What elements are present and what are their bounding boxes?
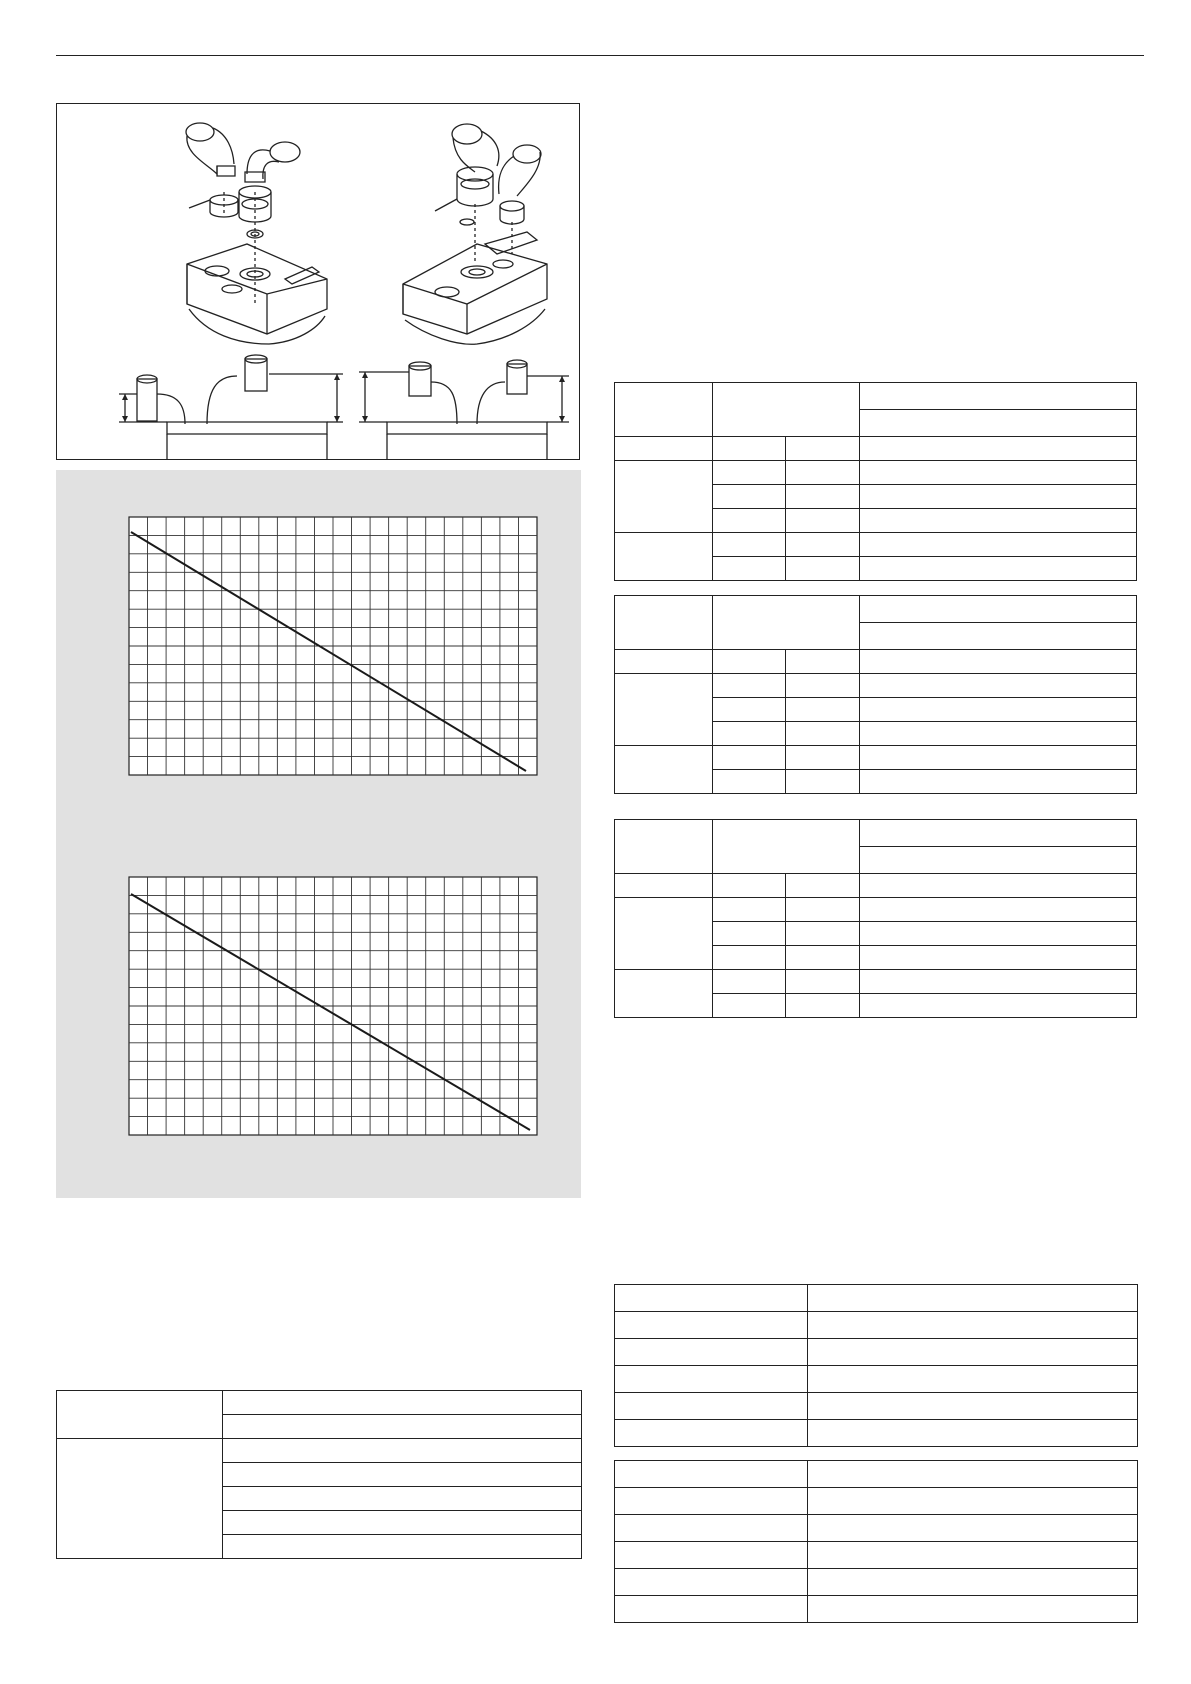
table-cell	[786, 898, 860, 922]
table-cell	[860, 874, 1137, 898]
table-cell	[860, 596, 1137, 623]
table-cell	[860, 922, 1137, 946]
right-table-3	[614, 819, 1137, 1018]
graph-2	[128, 876, 538, 1136]
table-cell	[615, 970, 713, 1018]
table-row	[615, 1312, 1138, 1339]
table-cell	[860, 383, 1137, 410]
table-row	[615, 1515, 1138, 1542]
table-cell	[786, 874, 860, 898]
right-table-2	[614, 595, 1137, 794]
table-cell	[713, 698, 786, 722]
table-cell	[786, 946, 860, 970]
table-cell	[615, 1488, 808, 1515]
left-elbow-2	[245, 142, 300, 182]
table-cell	[223, 1439, 582, 1463]
table-cell	[713, 922, 786, 946]
table-cell	[615, 461, 713, 533]
table-cell	[860, 770, 1137, 794]
table-cell	[860, 970, 1137, 994]
table-cell	[808, 1461, 1138, 1488]
table-cell	[808, 1393, 1138, 1420]
table-cell	[615, 1393, 808, 1420]
table-row	[615, 674, 1137, 698]
table-cell	[223, 1535, 582, 1559]
table-cell	[786, 698, 860, 722]
table-cell	[860, 650, 1137, 674]
table-cell	[786, 485, 860, 509]
table-cell	[615, 1312, 808, 1339]
table-cell	[713, 383, 860, 437]
table-row	[615, 1542, 1138, 1569]
table-cell	[786, 533, 860, 557]
table-row	[615, 1596, 1138, 1623]
table-row	[615, 1461, 1138, 1488]
table-cell	[615, 437, 713, 461]
table-cell	[808, 1285, 1138, 1312]
table-row	[615, 383, 1137, 410]
table-cell	[860, 509, 1137, 533]
table-cell	[713, 970, 786, 994]
table-cell	[860, 533, 1137, 557]
table-cell	[615, 1542, 808, 1569]
table-row	[615, 820, 1137, 847]
table-cell	[786, 674, 860, 698]
table-cell	[786, 746, 860, 770]
table-cell	[615, 650, 713, 674]
table-cell	[615, 1339, 808, 1366]
graph-panel	[56, 470, 581, 1198]
table-cell	[615, 674, 713, 746]
table-cell	[860, 746, 1137, 770]
table-row	[615, 533, 1137, 557]
table-row	[615, 1420, 1138, 1447]
table-cell	[713, 485, 786, 509]
table-row	[615, 650, 1137, 674]
table-cell	[808, 1312, 1138, 1339]
table-cell	[786, 557, 860, 581]
table-cell	[808, 1569, 1138, 1596]
table-cell	[57, 1439, 223, 1559]
table-cell	[808, 1542, 1138, 1569]
table-cell	[808, 1339, 1138, 1366]
table-cell	[860, 898, 1137, 922]
table-cell	[860, 410, 1137, 437]
table-cell	[713, 746, 786, 770]
table-cell	[615, 1366, 808, 1393]
table-cell	[808, 1596, 1138, 1623]
table-cell	[786, 994, 860, 1018]
right-elbow-2	[499, 145, 541, 196]
table-cell	[713, 820, 860, 874]
table-row	[615, 874, 1137, 898]
left-table	[56, 1390, 582, 1559]
table-row	[615, 1488, 1138, 1515]
table-cell	[786, 922, 860, 946]
table-cell	[786, 650, 860, 674]
table-cell	[713, 596, 860, 650]
table-cell	[786, 722, 860, 746]
table-cell	[713, 557, 786, 581]
table-cell	[615, 1569, 808, 1596]
table-cell	[860, 946, 1137, 970]
right-elbow-1	[452, 124, 499, 172]
table-cell	[860, 698, 1137, 722]
table-cell	[713, 650, 786, 674]
table-row	[615, 596, 1137, 623]
table-cell	[615, 1461, 808, 1488]
table-cell	[713, 722, 786, 746]
table-cell	[860, 674, 1137, 698]
table-cell	[223, 1463, 582, 1487]
table-row	[615, 437, 1137, 461]
table-cell	[786, 461, 860, 485]
table-cell	[808, 1488, 1138, 1515]
table-cell	[713, 898, 786, 922]
table-row	[615, 1285, 1138, 1312]
table-row	[615, 1393, 1138, 1420]
table-row	[57, 1391, 582, 1415]
left-elbow-1	[186, 123, 235, 176]
right-table-1	[614, 382, 1137, 581]
table-cell	[615, 1596, 808, 1623]
table-cell	[615, 874, 713, 898]
right-table-4	[614, 1284, 1138, 1447]
table-cell	[615, 383, 713, 437]
graph-1	[128, 516, 538, 776]
table-cell	[615, 746, 713, 794]
table-cell	[615, 898, 713, 970]
table-cell	[860, 461, 1137, 485]
table-cell	[786, 770, 860, 794]
table-cell	[808, 1420, 1138, 1447]
table-row	[615, 746, 1137, 770]
table-row	[615, 970, 1137, 994]
table-cell	[713, 946, 786, 970]
table-cell	[615, 1420, 808, 1447]
table-cell	[808, 1366, 1138, 1393]
table-cell	[713, 674, 786, 698]
table-cell	[223, 1391, 582, 1415]
table-row	[615, 898, 1137, 922]
table-cell	[615, 596, 713, 650]
table-cell	[713, 874, 786, 898]
table-cell	[713, 994, 786, 1018]
table-cell	[223, 1415, 582, 1439]
table-cell	[223, 1511, 582, 1535]
table-cell	[808, 1515, 1138, 1542]
table-row	[615, 1569, 1138, 1596]
table-cell	[786, 970, 860, 994]
right-table-5	[614, 1460, 1138, 1623]
flue-assembly-figure	[56, 103, 580, 460]
table-cell	[615, 820, 713, 874]
table-cell	[860, 820, 1137, 847]
table-cell	[713, 509, 786, 533]
table-cell	[615, 1285, 808, 1312]
table-cell	[860, 847, 1137, 874]
table-cell	[615, 1515, 808, 1542]
table-cell	[713, 533, 786, 557]
table-cell	[860, 623, 1137, 650]
table-cell	[713, 770, 786, 794]
table-cell	[860, 722, 1137, 746]
table-cell	[860, 557, 1137, 581]
header-rule	[56, 55, 1144, 56]
table-row	[615, 1366, 1138, 1393]
flue-assembly-drawing	[57, 104, 579, 459]
table-cell	[860, 437, 1137, 461]
table-cell	[223, 1487, 582, 1511]
table-row	[57, 1439, 582, 1463]
table-row	[615, 1339, 1138, 1366]
table-cell	[786, 509, 860, 533]
table-cell	[786, 437, 860, 461]
table-cell	[713, 461, 786, 485]
table-cell	[713, 437, 786, 461]
table-cell	[860, 994, 1137, 1018]
table-cell	[615, 533, 713, 581]
table-cell	[860, 485, 1137, 509]
table-cell	[57, 1391, 223, 1439]
table-row	[615, 461, 1137, 485]
